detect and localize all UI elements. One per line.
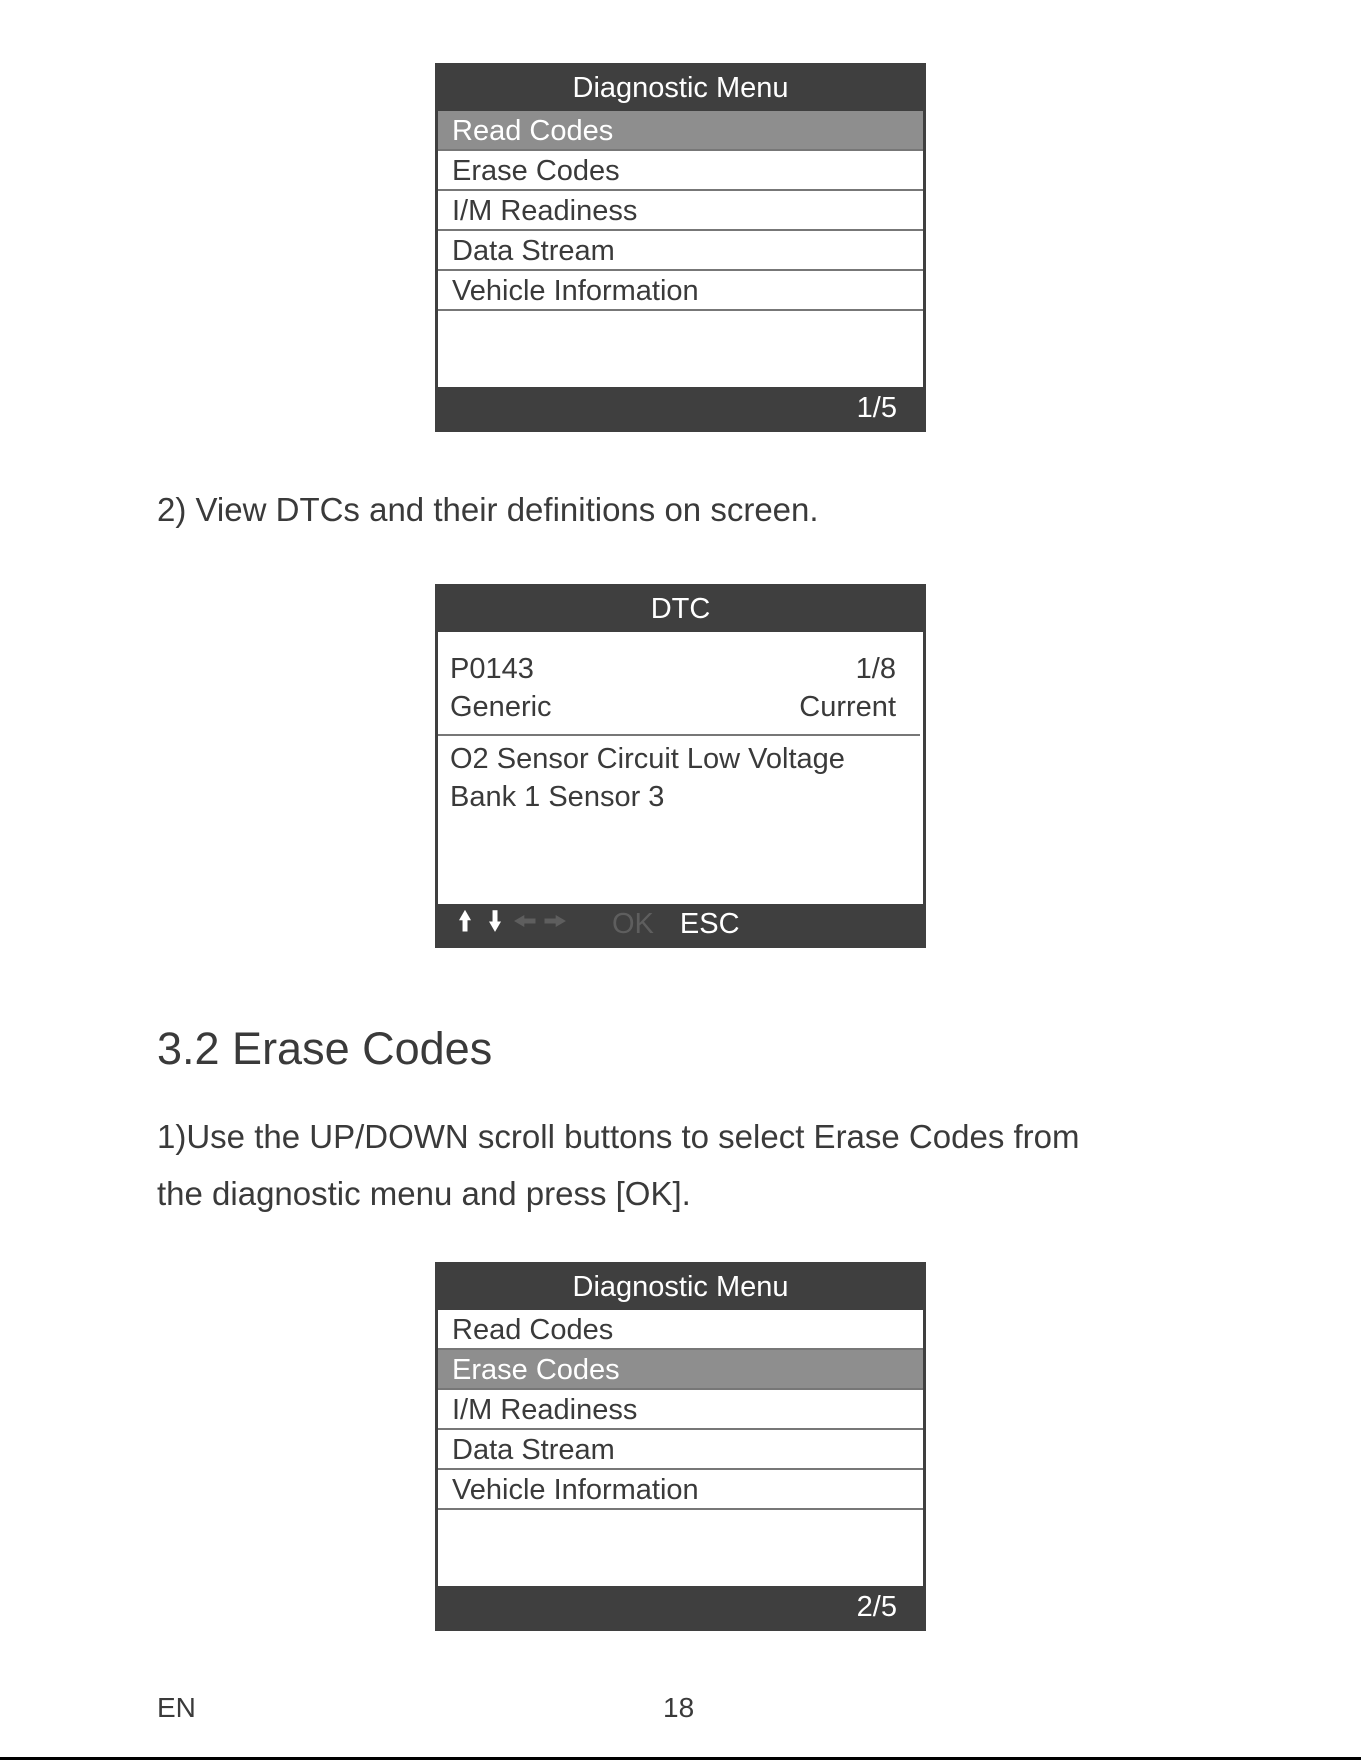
menu-item-data-stream[interactable]: Data Stream: [438, 231, 923, 271]
dtc-definition-line-1: O2 Sensor Circuit Low Voltage: [450, 743, 845, 775]
dtc-soft-key-bar: [438, 904, 923, 945]
ok-key: OK: [612, 908, 654, 940]
dtc-definition-line-2: Bank 1 Sensor 3: [450, 781, 665, 813]
menu-item-data-stream[interactable]: Data Stream: [438, 1430, 923, 1470]
dtc-status-row: [438, 688, 923, 726]
dtc-status: Current: [799, 691, 896, 723]
dtc-code: P0143: [450, 653, 534, 685]
diagnostic-menu-screen-2: [435, 1262, 926, 1631]
screen-title: Diagnostic Menu: [438, 66, 923, 111]
instruction-erase-codes-line-1: 1)Use the UP/DOWN scroll buttons to select Erase Codes from: [157, 1118, 1080, 1155]
menu-blank-area: [438, 311, 923, 387]
menu-blank-area: [438, 1510, 923, 1586]
menu-item-erase-codes[interactable]: Erase Codes: [438, 1350, 923, 1390]
page-indicator: 1/5: [438, 387, 923, 429]
bottom-rule: [0, 1757, 1361, 1760]
menu-item-read-codes[interactable]: Read Codes: [438, 1310, 923, 1350]
dtc-count: 1/8: [855, 653, 896, 685]
diagnostic-menu-screen-1: [435, 63, 926, 432]
menu-item-read-codes[interactable]: Read Codes: [438, 111, 923, 151]
arrow-down-icon[interactable]: 🠛: [488, 905, 502, 936]
page-indicator: 2/5: [438, 1586, 923, 1628]
menu-item-erase-codes[interactable]: Erase Codes: [438, 151, 923, 191]
dtc-code-row: [438, 650, 923, 688]
screen-title: DTC: [438, 587, 923, 632]
menu-item-vehicle-information[interactable]: Vehicle Information: [438, 271, 923, 311]
arrow-left-icon: 🠘: [513, 905, 537, 936]
language-label: EN: [157, 1692, 196, 1723]
arrow-up-icon[interactable]: 🠙: [458, 905, 472, 936]
dtc-screen: [435, 584, 926, 948]
page-number: 18: [663, 1692, 695, 1723]
arrow-right-icon: 🠚: [543, 905, 567, 936]
menu-item-vehicle-information[interactable]: Vehicle Information: [438, 1470, 923, 1510]
dtc-definition: [438, 736, 923, 904]
section-heading: 3.2 Erase Codes: [157, 1023, 493, 1074]
menu-item-im-readiness[interactable]: I/M Readiness: [438, 191, 923, 231]
esc-key[interactable]: ESC: [679, 908, 740, 940]
screen-title: Diagnostic Menu: [438, 1265, 923, 1310]
instruction-erase-codes-line-2: the diagnostic menu and press [OK].: [157, 1175, 691, 1212]
instruction-view-dtcs: 2) View DTCs and their definitions on screen.: [157, 491, 819, 528]
menu-item-im-readiness[interactable]: I/M Readiness: [438, 1390, 923, 1430]
dtc-type: Generic: [450, 691, 552, 723]
